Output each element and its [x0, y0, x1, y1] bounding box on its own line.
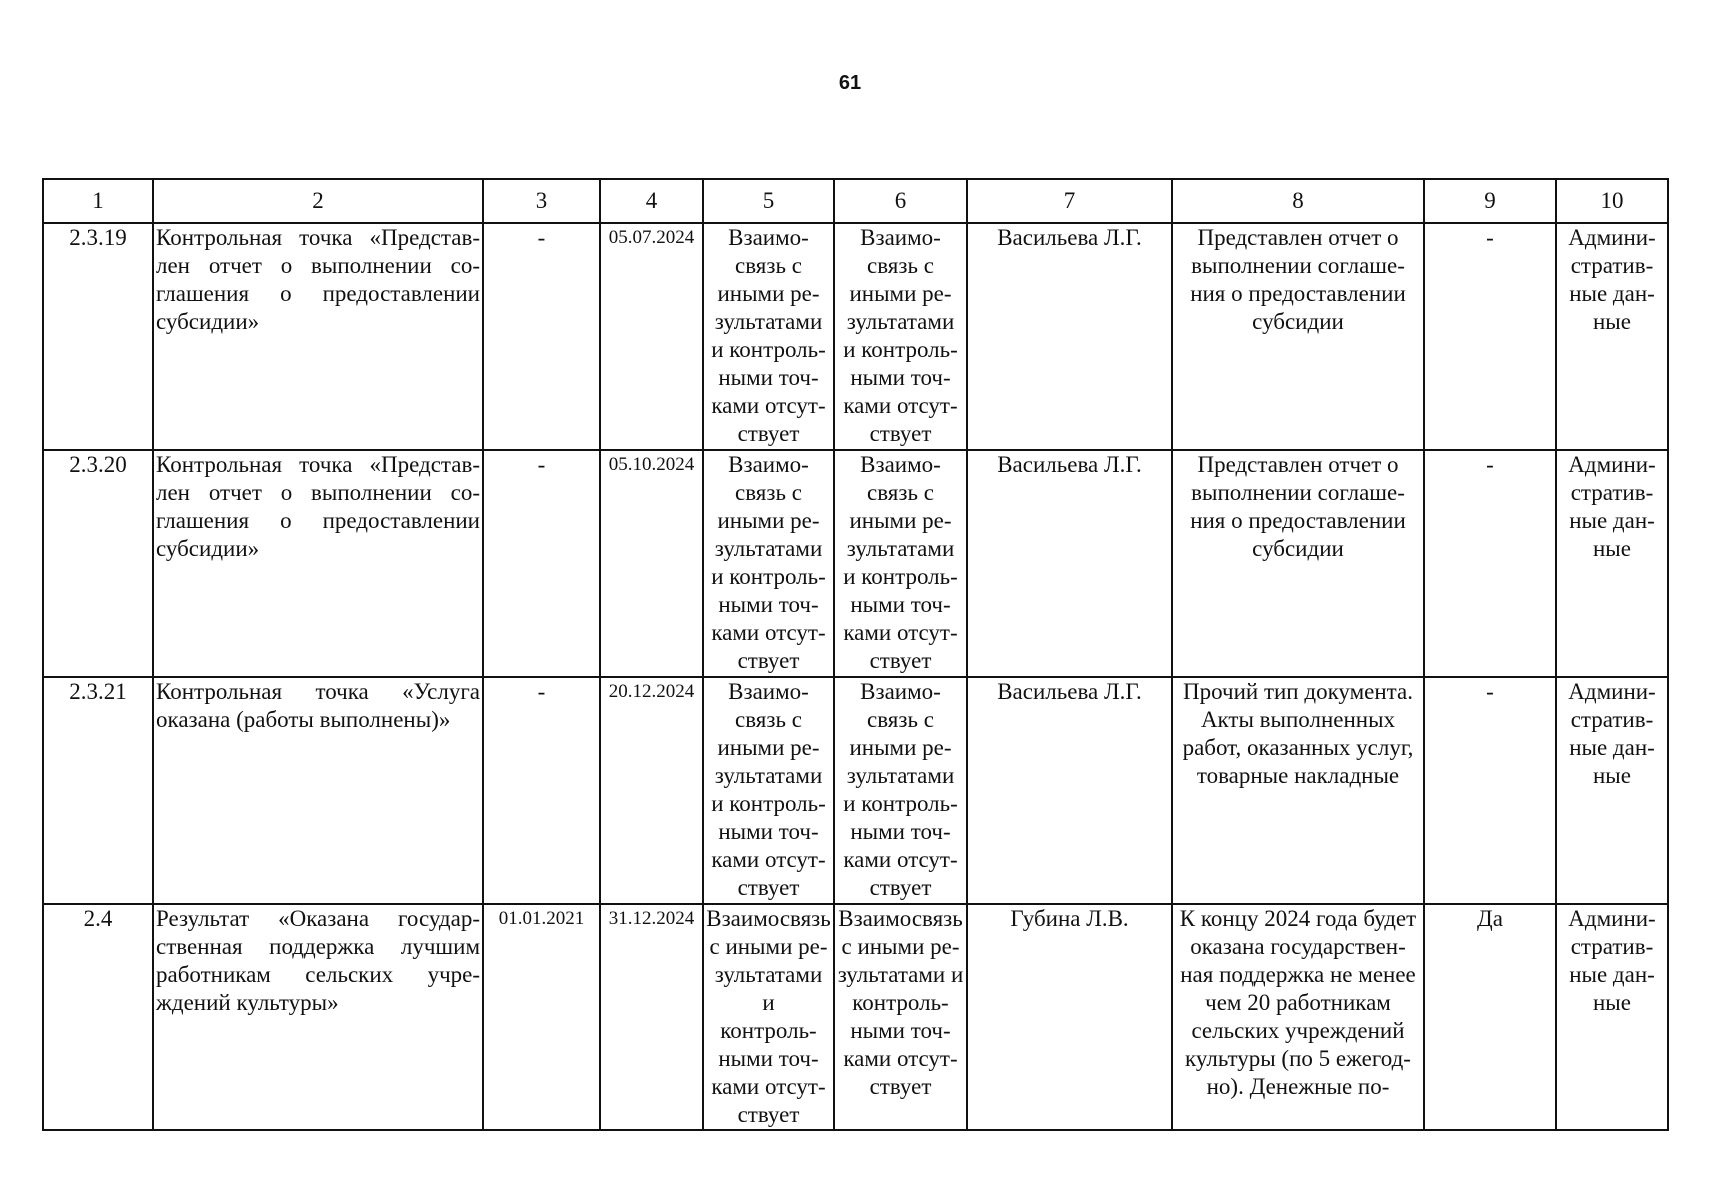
- row-flag: -: [1424, 223, 1556, 450]
- table-row: [43, 450, 1668, 677]
- row-result: К концу 2024 года будет оказана государствен-ная поддержка не менее чем 20 работникам сельских учреждений культуры (по 5 ежегод-но). Денежные по-: [1172, 904, 1424, 1130]
- col-header: 10: [1556, 179, 1668, 223]
- table-row: [43, 677, 1668, 904]
- row-name: Контрольная точка «Услуга оказана (работы выполнены)»: [153, 677, 483, 904]
- plan-table: [42, 178, 1669, 1131]
- row-start-date: -: [483, 677, 600, 904]
- table-row: [43, 904, 1668, 1130]
- col-header: 6: [834, 179, 967, 223]
- row-end-date: 31.12.2024: [600, 904, 703, 1130]
- row-source: Админи- стратив- ные дан- ные: [1556, 904, 1668, 1130]
- col-header: 8: [1172, 179, 1424, 223]
- row-responsible: Васильева Л.Г.: [967, 223, 1172, 450]
- row-source: Админи- стратив- ные дан- ные: [1556, 450, 1668, 677]
- row-result: Представлен отчет о выполнении соглаше-ния о предоставлении субсидии: [1172, 450, 1424, 677]
- table-header-row: [43, 179, 1668, 223]
- row-link-1: Взаимо- связь с иными ре- зультатами и контроль- ными точ- ками отсут- ствует: [703, 450, 834, 677]
- row-start-date: -: [483, 450, 600, 677]
- row-flag: -: [1424, 677, 1556, 904]
- row-responsible: Губина Л.В.: [967, 904, 1172, 1130]
- col-header: 4: [600, 179, 703, 223]
- row-responsible: Васильева Л.Г.: [967, 450, 1172, 677]
- col-header: 3: [483, 179, 600, 223]
- row-number: 2.3.20: [43, 450, 153, 677]
- col-header: 1: [43, 179, 153, 223]
- row-link-2: Взаимосвязь с иными ре- зультатами и контроль- ными точ- ками отсут- ствует: [834, 904, 967, 1130]
- row-link-2: Взаимо- связь с иными ре- зультатами и контроль- ными точ- ками отсут- ствует: [834, 677, 967, 904]
- table-row: [43, 223, 1668, 450]
- row-result: Прочий тип документа. Акты выполненных работ, оказанных услуг, товарные накладные: [1172, 677, 1424, 904]
- row-source: Админи- стратив- ные дан- ные: [1556, 677, 1668, 904]
- row-flag: Да: [1424, 904, 1556, 1130]
- row-end-date: 05.10.2024: [600, 450, 703, 677]
- row-start-date: -: [483, 223, 600, 450]
- row-responsible: Васильева Л.Г.: [967, 677, 1172, 904]
- row-start-date: 01.01.2021: [483, 904, 600, 1130]
- col-header: 5: [703, 179, 834, 223]
- row-end-date: 20.12.2024: [600, 677, 703, 904]
- row-number: 2.3.19: [43, 223, 153, 450]
- page-number: 61: [838, 72, 862, 94]
- row-link-2: Взаимо- связь с иными ре- зультатами и контроль- ными точ- ками отсут- ствует: [834, 450, 967, 677]
- row-link-1: Взаимо- связь с иными ре- зультатами и контроль- ными точ- ками отсут- ствует: [703, 677, 834, 904]
- col-header: 9: [1424, 179, 1556, 223]
- row-link-2: Взаимо- связь с иными ре- зультатами и контроль- ными точ- ками отсут- ствует: [834, 223, 967, 450]
- row-name: Контрольная точка «Представ-лен отчет о выполнении со-глашения о предоставлении субсидии»: [153, 223, 483, 450]
- row-number: 2.3.21: [43, 677, 153, 904]
- row-number: 2.4: [43, 904, 153, 1130]
- col-header: 2: [153, 179, 483, 223]
- row-flag: -: [1424, 450, 1556, 677]
- row-link-1: Взаимо- связь с иными ре- зультатами и контроль- ными точ- ками отсут- ствует: [703, 223, 834, 450]
- row-name: Результат «Оказана государ-ственная поддержка лучшим работникам сельских учре-ждений культуры»: [153, 904, 483, 1130]
- row-name: Контрольная точка «Представ-лен отчет о выполнении со-глашения о предоставлении субсидии»: [153, 450, 483, 677]
- row-source: Админи- стратив- ные дан- ные: [1556, 223, 1668, 450]
- row-result: Представлен отчет о выполнении соглаше-ния о предоставлении субсидии: [1172, 223, 1424, 450]
- row-link-1: Взаимосвязь с иными ре- зультатами и контроль- ными точ- ками отсут- ствует: [703, 904, 834, 1130]
- row-end-date: 05.07.2024: [600, 223, 703, 450]
- col-header: 7: [967, 179, 1172, 223]
